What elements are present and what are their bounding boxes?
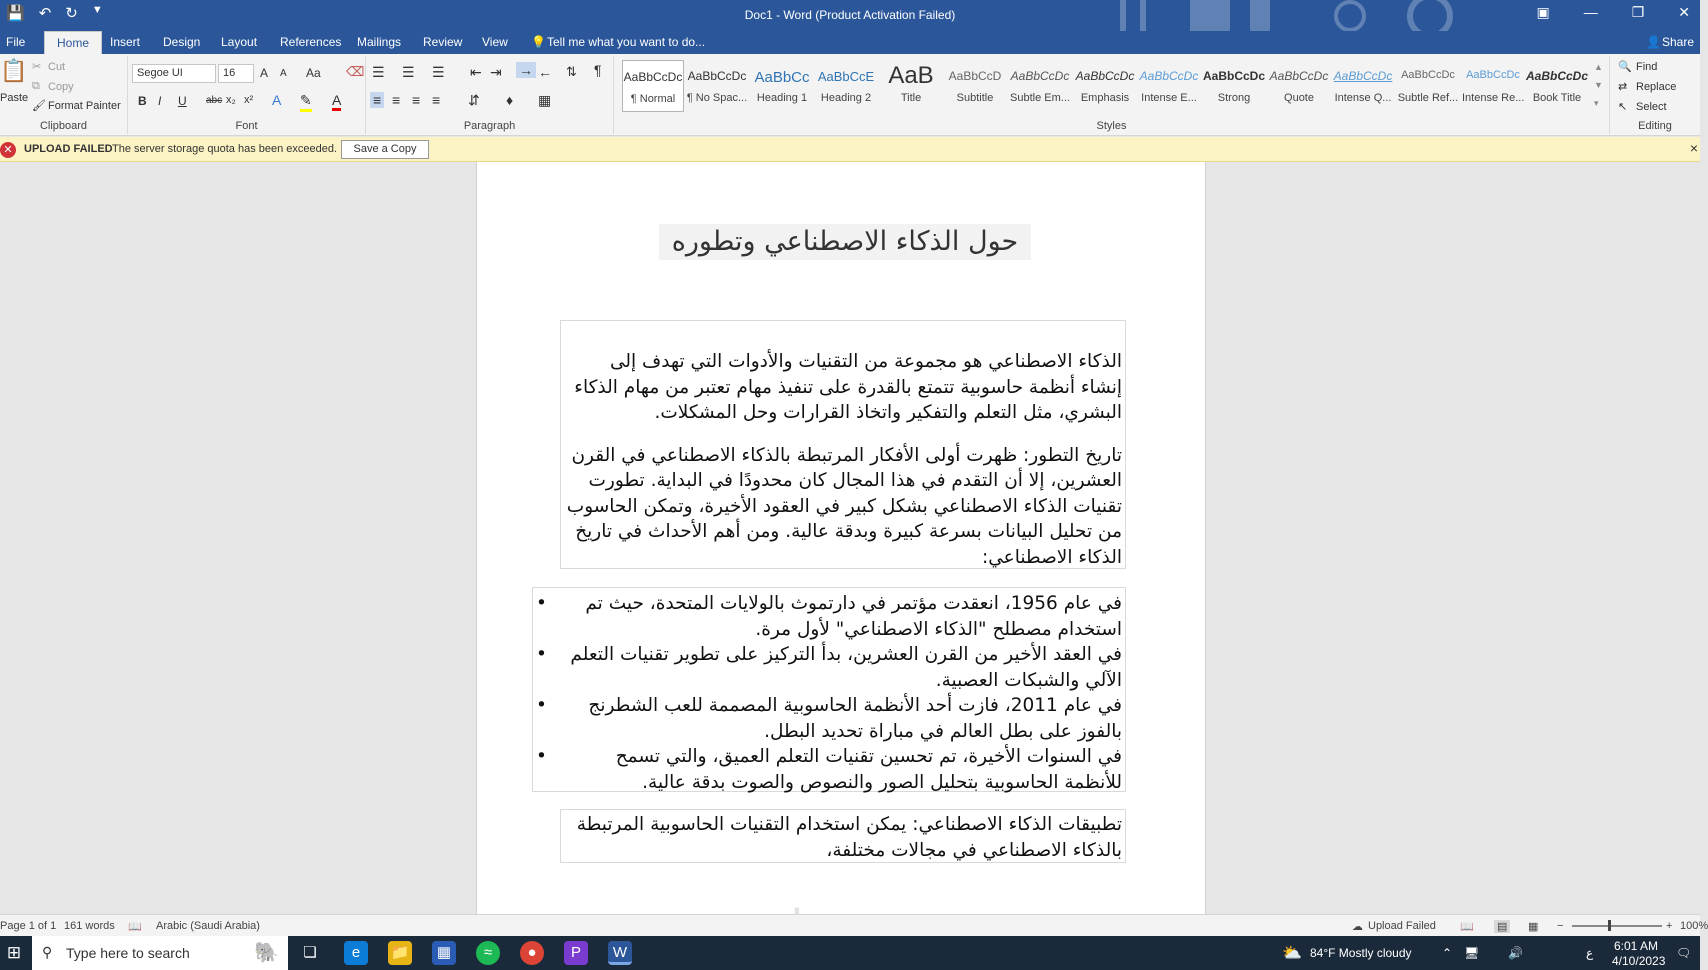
- ribbon: [0, 54, 1700, 136]
- clipboard-group: [0, 56, 128, 134]
- format-painter-icon: 🖌: [32, 100, 46, 112]
- list-item-text: في عام 2011، فازت أحد الأنظمة الحاسوبية المصممة للعب الشطرنج بالفوز على بطل العالم في مباراة تحديد البطل.: [588, 695, 1122, 742]
- bullet-icon: •: [536, 644, 547, 665]
- clock-time[interactable]: 6:01 AM: [1614, 939, 1659, 953]
- subscript-button[interactable]: x₂: [226, 94, 236, 106]
- bullets-icon[interactable]: ☰: [372, 64, 385, 80]
- decrease-indent-icon[interactable]: ⇤: [470, 64, 482, 80]
- justify-icon[interactable]: ≡: [432, 92, 441, 108]
- copy-icon: ⧉: [32, 80, 40, 92]
- style-name: Strong: [1217, 92, 1251, 104]
- maximize-icon[interactable]: ❐: [1631, 4, 1645, 20]
- replace-button[interactable]: Replace: [1636, 81, 1677, 93]
- style-heading-1[interactable]: [751, 60, 813, 112]
- font-color-icon[interactable]: A: [332, 92, 341, 111]
- style-subtle-emphasis[interactable]: [1009, 60, 1071, 112]
- select-icon: ↖: [1618, 101, 1628, 113]
- clock-date[interactable]: 4/10/2023: [1612, 954, 1666, 968]
- paste-icon[interactable]: 📋: [0, 58, 28, 83]
- file-explorer-icon[interactable]: 📁: [388, 941, 412, 965]
- customize-qat-icon[interactable]: ▼: [91, 4, 103, 16]
- status-bar: [0, 914, 1708, 936]
- grow-font-button[interactable]: A: [260, 66, 269, 80]
- italic-button[interactable]: I: [158, 94, 162, 108]
- style-name: Book Title: [1532, 92, 1582, 104]
- window-title: Doc1 - Word (Product Activation Failed): [744, 8, 956, 22]
- document-title[interactable]: حول الذكاء الاصطناعي وتطوره: [659, 224, 1031, 260]
- zoom-out-icon[interactable]: −: [1557, 920, 1564, 932]
- ribbon-display-icon[interactable]: ▣: [1536, 4, 1550, 20]
- style-name: Heading 1: [756, 92, 808, 104]
- styles-more-icon[interactable]: ▾: [1594, 98, 1599, 108]
- align-right-icon[interactable]: ≡: [412, 92, 421, 108]
- style-preview: AaBbCcDc: [1075, 69, 1135, 83]
- style-preview: AaBbCcD: [948, 69, 1002, 83]
- style-name: ¶ Normal: [630, 93, 676, 105]
- ribbon-tabs: [0, 31, 1700, 54]
- style-preview: AaBbCcDc: [1010, 69, 1070, 83]
- bullet-icon: •: [536, 593, 547, 614]
- upload-status[interactable]: Upload Failed: [1368, 920, 1436, 932]
- style-name: Subtle Ref...: [1397, 92, 1459, 104]
- upload-status-icon: ☁: [1352, 921, 1363, 933]
- list-item: [536, 642, 1122, 693]
- paragraph-applications: تطبيقات الذكاء الاصطناعي: يمكن استخدام التقنيات الحاسوبية المرتبطة بالذكاء الاصطناعي في مجالات مختلفة،: [576, 814, 1122, 861]
- style-preview: AaB: [888, 62, 934, 89]
- document-page[interactable]: [476, 162, 1206, 914]
- ltr-icon[interactable]: →: [516, 62, 536, 78]
- search-icon: ⚲: [42, 944, 53, 960]
- save-icon[interactable]: 💾: [6, 5, 25, 22]
- taskbar-search[interactable]: [32, 936, 288, 970]
- undo-icon[interactable]: ↶: [38, 5, 52, 22]
- align-left-icon[interactable]: ≡: [370, 92, 384, 108]
- style-subtitle[interactable]: [944, 60, 1006, 112]
- chrome-icon[interactable]: ●: [520, 941, 544, 965]
- paragraph-history: تاريخ التطور: ظهرت أولى الأفكار المرتبطة بالذكاء الاصطناعي في القرن العشرين، إلا أن التقدم في هذا المجال كان محدودًا في البداية. تطورت تقنيات الذكاء الاصطناعي بشكل كبير في العقود الأخيرة، وتمكن الحاسوب من تحليل البيانات بسرعة كبيرة وبدقة عالية. ومن أهم الأحداث في تاريخ الذكاء الاصطناعي:: [566, 444, 1122, 568]
- language-tray[interactable]: ع: [1586, 946, 1594, 960]
- page-count[interactable]: Page 1 of 1: [0, 920, 57, 932]
- style-name: Subtle Em...: [1010, 92, 1070, 104]
- style-book-title[interactable]: [1526, 60, 1588, 112]
- infobar-message: The server storage quota has been exceeded.: [112, 143, 338, 155]
- style-no-spacing[interactable]: [686, 60, 748, 112]
- bullet-icon: •: [536, 746, 547, 767]
- style-preview: AaBbCcDc: [1139, 69, 1199, 83]
- content-box-intro[interactable]: [560, 320, 1126, 569]
- content-box-applications[interactable]: [560, 809, 1126, 863]
- tab-design[interactable]: Design: [163, 35, 201, 49]
- weather-icon: ⛅: [1282, 945, 1302, 962]
- numbering-icon[interactable]: ☰: [402, 64, 415, 80]
- document-area: [0, 162, 1700, 914]
- increase-indent-icon[interactable]: ⇥: [490, 64, 502, 80]
- weather-status[interactable]: 84°F Mostly cloudy: [1310, 946, 1412, 960]
- borders-icon[interactable]: ▦: [538, 92, 552, 108]
- list-item: [536, 744, 1122, 795]
- style-name: Heading 2: [820, 92, 872, 104]
- web-layout-icon[interactable]: ▦: [1528, 921, 1539, 933]
- lightbulb-icon: 💡: [531, 35, 546, 49]
- windows-start-icon[interactable]: ⊞: [6, 943, 22, 962]
- tab-layout[interactable]: Layout: [221, 35, 258, 49]
- superscript-button[interactable]: x²: [244, 94, 254, 106]
- styles-label: Styles: [1096, 120, 1127, 132]
- find-icon: 🔍: [1618, 61, 1632, 73]
- cut-button[interactable]: Cut: [48, 61, 66, 73]
- spotify-icon[interactable]: ≈: [476, 941, 500, 965]
- underline-button[interactable]: U: [178, 94, 187, 108]
- list-item-text: في العقد الأخير من القرن العشرين، بدأ التركيز على تطوير تقنيات التعلم الآلي والشبكات العصبية.: [570, 644, 1122, 691]
- style-preview: AaBbCcDc: [1526, 69, 1589, 83]
- tab-file[interactable]: File: [6, 35, 26, 49]
- style-name: Title: [900, 92, 922, 104]
- read-mode-icon[interactable]: 📖: [1460, 921, 1474, 933]
- clipboard-label: Clipboard: [39, 120, 88, 132]
- styles-scroll-up-icon[interactable]: ▲: [1594, 62, 1603, 72]
- replace-icon: ⇄: [1618, 81, 1628, 93]
- list-item: [536, 693, 1122, 744]
- redo-icon[interactable]: ↻: [65, 5, 78, 22]
- events-list: [536, 591, 1122, 795]
- style-name: Emphasis: [1080, 92, 1130, 104]
- style-intense-reference[interactable]: [1462, 60, 1524, 112]
- paragraph-group: [366, 56, 614, 134]
- list-item-text: في عام 1956، انعقدت مؤتمر في دارتموث بالولايات المتحدة، حيث تم استخدام مصطلح "الذكاء الاصطناعي" لأول مرة.: [585, 593, 1122, 640]
- list-item-text: في السنوات الأخيرة، تم تحسين تقنيات التعلم العميق، والتي تسمح للأنظمة الحاسوبية بتحليل الصور والنصوص والصوت بدقة عالية.: [615, 746, 1122, 793]
- search-placeholder: Type here to search: [66, 945, 190, 961]
- list-item: [536, 591, 1122, 642]
- sort-icon[interactable]: ⇅: [566, 64, 577, 79]
- strikethrough-button[interactable]: abc: [206, 95, 223, 106]
- network-icon[interactable]: 🖥: [1464, 946, 1480, 960]
- minimize-icon[interactable]: —: [1583, 4, 1598, 20]
- paragraph-label: Paragraph: [463, 120, 516, 132]
- style-preview: AaBbCcDc: [1269, 69, 1329, 83]
- style-normal[interactable]: [622, 60, 684, 112]
- styles-group: [614, 56, 1610, 134]
- paragraph-intro: الذكاء الاصطناعي هو مجموعة من التقنيات والأدوات التي تهدف إلى إنشاء أنظمة حاسوبية تتمتع بالقدرة على تنفيذ مهام تعتبر من مهام الذكاء البشري، مثل التعلم والتفكير واتخاذ القرارات وحل المشكلات.: [574, 351, 1122, 423]
- search-highlight-icon: 🐘: [254, 942, 279, 964]
- tab-review[interactable]: Review: [423, 35, 463, 49]
- font-label: Font: [235, 120, 258, 132]
- format-painter-button[interactable]: Format Painter: [48, 100, 121, 112]
- editing-group: [1610, 56, 1700, 134]
- style-intense-quote[interactable]: [1332, 60, 1394, 112]
- shrink-font-button[interactable]: A: [280, 68, 287, 79]
- language-indicator[interactable]: Arabic (Saudi Arabia): [156, 920, 260, 932]
- tab-home[interactable]: Home: [44, 31, 102, 54]
- infobar-close-icon[interactable]: ×: [1689, 140, 1698, 156]
- proofing-icon[interactable]: 📖: [128, 921, 142, 933]
- paste-button[interactable]: Paste: [0, 92, 29, 104]
- style-name: Intense E...: [1141, 92, 1197, 104]
- select-button[interactable]: Select: [1636, 101, 1667, 113]
- zoom-level[interactable]: 100%: [1680, 920, 1708, 932]
- styles-scroll-down-icon[interactable]: ▼: [1594, 80, 1603, 90]
- style-preview: AaBbCcDc: [1466, 69, 1520, 81]
- style-strong[interactable]: [1203, 60, 1265, 112]
- multilevel-list-icon[interactable]: ☰: [432, 64, 445, 80]
- font-group: [128, 56, 366, 134]
- store-icon[interactable]: ▦: [432, 941, 456, 965]
- edge-icon[interactable]: e: [344, 941, 368, 965]
- word-count[interactable]: 161 words: [64, 920, 115, 932]
- text-effects-icon[interactable]: A: [272, 92, 282, 108]
- share-button[interactable]: Share: [1662, 35, 1695, 49]
- zoom-slider-thumb[interactable]: [1608, 920, 1611, 931]
- style-preview: AaBbCc: [754, 69, 810, 86]
- rtl-icon[interactable]: ←: [538, 64, 552, 80]
- infobar-label: UPLOAD FAILED: [24, 143, 113, 155]
- clear-formatting-icon[interactable]: ⌫: [346, 64, 365, 79]
- copy-button[interactable]: Copy: [48, 81, 74, 93]
- upload-failed-bar: [0, 137, 1700, 162]
- task-view-icon[interactable]: ❏: [303, 944, 317, 961]
- print-layout-icon[interactable]: ▤: [1494, 920, 1510, 933]
- style-name: Intense Re...: [1462, 92, 1525, 104]
- tray-chevron-icon[interactable]: ⌃: [1442, 946, 1453, 960]
- style-name: Subtitle: [956, 92, 994, 104]
- shading-icon[interactable]: ♦: [506, 92, 514, 108]
- title-bar: [0, 0, 1700, 31]
- highlight-icon[interactable]: ✎: [300, 92, 312, 112]
- style-name: Quote: [1284, 92, 1314, 104]
- style-preview: AaBbCcDc: [623, 70, 683, 84]
- word-taskbar-icon[interactable]: W: [608, 941, 632, 965]
- align-center-icon[interactable]: ≡: [392, 92, 401, 108]
- bold-button[interactable]: B: [138, 94, 147, 108]
- line-spacing-icon[interactable]: ⇵: [468, 92, 480, 108]
- style-intense-emphasis[interactable]: [1138, 60, 1200, 112]
- volume-icon[interactable]: 🔊: [1508, 946, 1523, 960]
- style-subtle-reference[interactable]: [1397, 60, 1459, 112]
- font-size-select[interactable]: 16: [218, 64, 254, 83]
- tell-me-input[interactable]: Tell me what you want to do...: [547, 35, 706, 49]
- style-preview: AaBbCcDc: [1333, 69, 1393, 83]
- style-title[interactable]: [880, 60, 942, 112]
- zoom-slider[interactable]: [1572, 925, 1662, 927]
- zoom-in-icon[interactable]: +: [1666, 920, 1673, 932]
- style-heading-2[interactable]: [815, 60, 877, 112]
- picsart-icon[interactable]: P: [564, 941, 588, 965]
- style-preview: AaBbCcDc: [1401, 69, 1455, 81]
- style-quote[interactable]: [1268, 60, 1330, 112]
- close-icon[interactable]: ✕: [1678, 4, 1690, 20]
- style-preview: AaBbCcE: [817, 69, 875, 84]
- error-icon: ✕: [0, 142, 16, 158]
- save-a-copy-button[interactable]: Save a Copy: [341, 140, 429, 159]
- style-preview: AaBbCcDc: [687, 69, 747, 83]
- style-name: ¶ No Spac...: [686, 92, 748, 104]
- share-icon[interactable]: 👤: [1646, 35, 1661, 49]
- tab-insert[interactable]: Insert: [110, 35, 141, 49]
- style-name: Intense Q...: [1334, 92, 1392, 104]
- font-name-select[interactable]: Segoe UI: [132, 64, 216, 83]
- show-hide-button[interactable]: ¶: [594, 62, 602, 78]
- style-emphasis[interactable]: [1074, 60, 1136, 112]
- tab-references[interactable]: References: [280, 35, 342, 49]
- tab-view[interactable]: View: [482, 35, 508, 49]
- style-preview: AaBbCcDc: [1203, 69, 1266, 83]
- content-box-bullets[interactable]: [532, 587, 1126, 792]
- find-button[interactable]: Find: [1636, 61, 1658, 73]
- change-case-button[interactable]: Aa: [306, 66, 321, 80]
- notifications-icon[interactable]: 🗨: [1676, 946, 1692, 960]
- tab-mailings[interactable]: Mailings: [357, 35, 402, 49]
- editing-label: Editing: [1638, 120, 1672, 132]
- bullet-icon: •: [536, 695, 547, 716]
- cut-icon: ✂: [32, 61, 42, 73]
- taskbar: [0, 936, 1700, 970]
